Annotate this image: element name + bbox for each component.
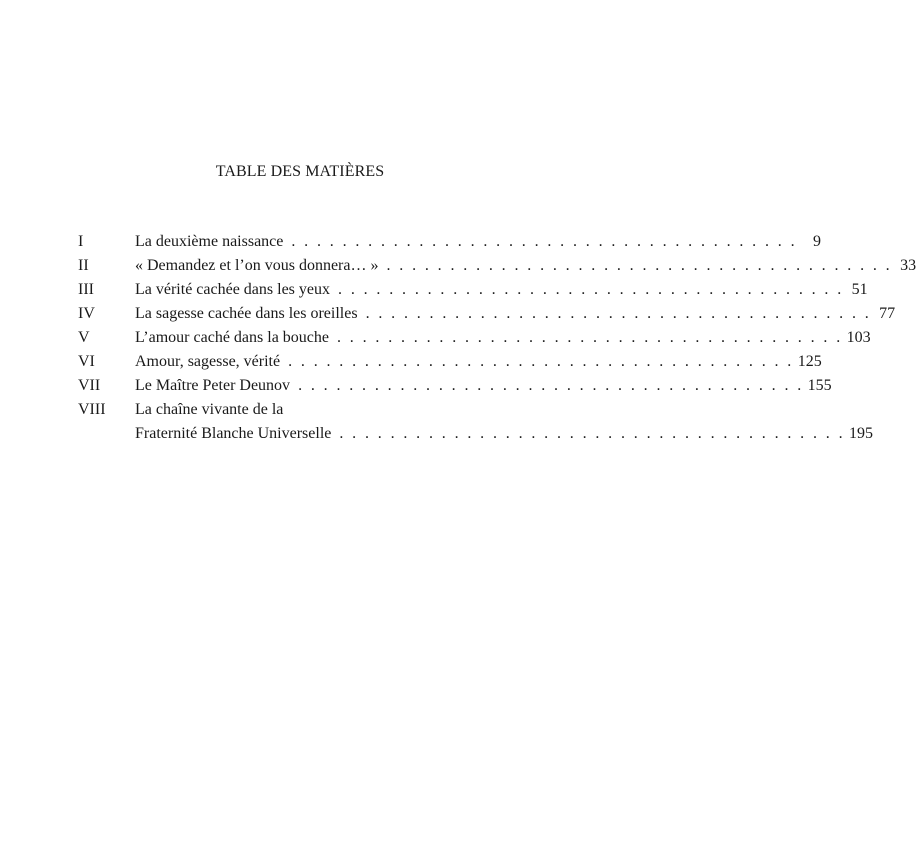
chapter-title: « Demandez et l’on vous donnera… »: [135, 257, 379, 274]
toc-entry-body: [135, 278, 868, 302]
dot-leader: . . . . . . . . . . . . . . . . . . . . . . . . . . . . . . . . . . . . . . . .: [339, 425, 845, 442]
chapter-number: V: [78, 329, 90, 346]
page-number: 51: [851, 281, 868, 298]
page-number: 77: [879, 305, 896, 322]
page-number: 103: [846, 329, 871, 346]
toc-list: [78, 230, 916, 446]
toc-entry: [78, 374, 832, 398]
chapter-number: I: [78, 233, 84, 250]
toc-entry: [78, 278, 868, 302]
chapter-number: III: [78, 281, 94, 298]
dot-leader: . . . . . . . . . . . . . . . . . . . . . . . . . . . . . . . . . . . . . . . .: [338, 281, 844, 298]
toc-entry-body: [135, 326, 871, 350]
dot-leader: . . . . . . . . . . . . . . . . . . . . . . . . . . . . . . . . . . . . . . . .: [365, 305, 872, 322]
chapter-title: Le Maître Peter Deunov: [135, 377, 291, 394]
chapter-title: La vérité cachée dans les yeux: [135, 281, 331, 298]
chapter-number: VI: [78, 353, 95, 370]
page-number: 155: [807, 377, 832, 394]
chapter-title-line2: Fraternité Blanche Universelle: [135, 425, 332, 442]
toc-entry: [78, 230, 821, 254]
dot-leader: . . . . . . . . . . . . . . . . . . . . . . . . . . . . . . . . . . . . . . . .: [288, 353, 794, 370]
dot-leader: . . . . . . . . . . . . . . . . . . . . . . . . . . . . . . . . . . . . . . . .: [298, 377, 804, 394]
chapter-number: IV: [78, 305, 95, 322]
toc-entry: [78, 398, 873, 446]
dot-leader: . . . . . . . . . . . . . . . . . . . . . . . . . . . . . . . . . . . . . . . .: [337, 329, 843, 346]
toc-entry: [78, 326, 871, 350]
chapter-number: II: [78, 257, 89, 274]
chapter-title: Amour, sagesse, vérité: [135, 353, 281, 370]
chapter-title: L’amour caché dans la bouche: [135, 329, 329, 346]
toc-entry: [78, 350, 822, 374]
chapter-title: La deuxième naissance: [135, 233, 284, 250]
dot-leader: . . . . . . . . . . . . . . . . . . . . . . . . . . . . . . . . . . . . . . . .: [291, 233, 797, 250]
chapter-title-line1: La chaîne vivante de la: [135, 401, 284, 418]
page-number: 33: [900, 257, 916, 274]
toc-title: TABLE DES MATIÈRES: [215, 163, 385, 180]
page-number: 9: [812, 233, 821, 250]
chapter-title: [135, 398, 331, 446]
toc-entry-body: [135, 374, 832, 398]
toc-entry-body: [135, 230, 821, 254]
chapter-number: VII: [78, 377, 101, 394]
toc-entry-body: [135, 398, 873, 446]
toc-entry-body: [135, 350, 822, 374]
toc-entry: [78, 302, 896, 326]
page-number: 125: [797, 353, 822, 370]
page-number: 195: [848, 425, 873, 442]
dot-leader: . . . . . . . . . . . . . . . . . . . . . . . . . . . . . . . . . . . . . . . .: [386, 257, 893, 274]
chapter-number: VIII: [78, 401, 106, 418]
toc-entry: [78, 254, 916, 278]
toc-entry-body: [135, 254, 916, 278]
toc-entry-body: [135, 302, 895, 326]
chapter-title: La sagesse cachée dans les oreilles: [135, 305, 358, 322]
